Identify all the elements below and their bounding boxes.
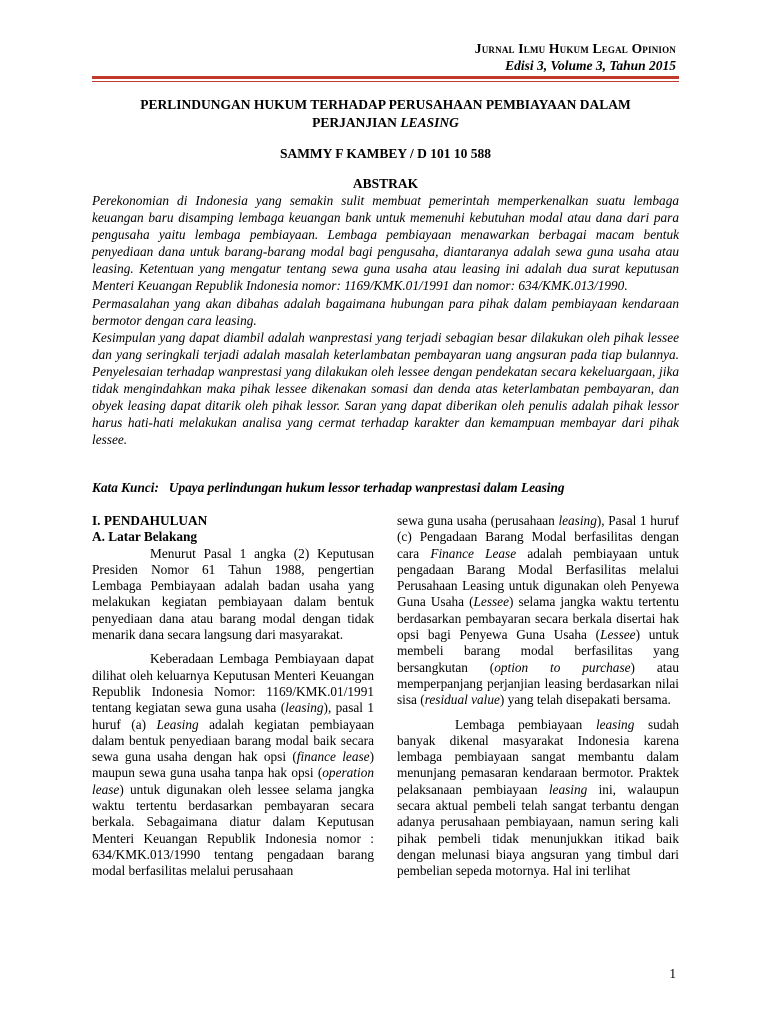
journal-edition: Edisi 3, Volume 3, Tahun 2015 <box>505 58 676 73</box>
header-rule-thin <box>92 81 679 82</box>
abstract-paragraph-1: Perekonomian di Indonesia yang semakin sulit membuat pemerintah memperkenalkan suatu lembaga keuangan baru disamping lembaga keuangan bank untuk memenuhi kebutuhan modal atau dana dari para pengusaha yaitu lembaga pembiayaan. Lembaga pembiayaan menawarkan berbagai macam bentuk penyediaan dana untuk barang-barang modal bagi pengusaha, diantaranya adalah sewa guna usaha atau leasing. Ketentuan yang mengatur tentang sewa guna usaha atau leasing ini adalah dua surat keputusan Menteri Keuangan Republik Indonesia nomor: 1169/KMK.01/1991 dan nomor: 634/KMK.013/1990. <box>92 193 679 294</box>
author-line: SAMMY F KAMBEY / D 101 10 588 <box>279 146 492 161</box>
title-line-1: PERLINDUNGAN HUKUM TERHADAP PERUSAHAAN PEMBIAYAAN DALAM <box>140 97 631 112</box>
title-line-2-plain: PERJANJIAN <box>312 115 401 130</box>
left-column <box>92 513 374 880</box>
keywords <box>92 480 679 496</box>
section-heading: I. PENDAHULUAN <box>92 513 208 528</box>
abstract-paragraph-3: Kesimpulan yang dapat diambil adalah wanprestasi yang terjadi sebagian besar dilakukan oleh pihak lessee dan yang seringkali terjadi adalah masalah keterlambatan pembayaran uang angsuran pada tiap bulannya. Penyelesaian terhadap wanprestasi yang dilakukan oleh lessee dengan pendekatan secara kekeluargaan, jika tidak mengindahkan maka pihak lessee dikenakan somasi dan denda atas keterlambatan pembayaran, dan obyek leasing dapat ditarik oleh pihak lessor. Saran yang dapat diberikan oleh penulis adalah pihak lessor harus hati-hati melakukan analisa yang cermat terhadap karakter dan kemampuan membayar dari pihak lessee. <box>92 329 679 448</box>
keywords-value: Upaya perlindungan hukum lessor terhadap wanprestasi dalam Leasing <box>168 480 565 495</box>
page-number: 1 <box>669 966 676 981</box>
abstract-heading: ABSTRAK <box>352 176 419 191</box>
abstract <box>92 192 679 448</box>
title-line-2 <box>92 114 679 132</box>
right-column <box>397 513 679 880</box>
subsection-heading: A. Latar Belakang <box>92 529 198 545</box>
right-paragraph-1: sewa guna usaha (perusahaan leasing), Pasal 1 huruf (c) Pengadaan Barang Modal berfasilitas dengan cara Finance Lease adalah pembiayaan untuk pengadaan Barang Modal Berfasilitas melalui Perusahaan Leasing untuk digunakan oleh Penyewa Guna Usaha (Lessee) selama jangka waktu tertentu berdasarkan pembayaran secara berkala disertai hak opsi bagi Penyewa Guna Usaha (Lessee) untuk membeli barang modal berfasilitas yang bersangkutan (option to purchase) atau memperpanjang perjanjian leasing berdasarkan nilai sisa (residual value) yang telah disepakati bersama. <box>397 513 679 708</box>
header-rule-thick <box>92 76 679 79</box>
abstract-paragraph-2: Permasalahan yang akan dibahas adalah bagaimana hubungan para pihak dalam pembiayaan kendaraan bermotor dengan cara leasing. <box>92 295 679 328</box>
left-paragraph-1: Menurut Pasal 1 angka (2) Keputusan Presiden Nomor 61 Tahun 1988, pengertian Lembaga Pembiayaan adalah badan usaha yang melakukan kegiatan pembiayaan dalam bentuk penyediaan dana atau barang modal dengan tidak menarik dana secara langsung dari masyarakat. <box>92 545 374 643</box>
journal-header <box>475 40 676 74</box>
title-line-2-italic: LEASING <box>400 115 459 130</box>
keywords-label: Kata Kunci: <box>92 480 159 495</box>
left-paragraph-2: Keberadaan Lembaga Pembiayaan dapat dilihat oleh keluarnya Keputusan Menteri Keuangan Republik Indonesia Nomor: 1169/KMK.01/1991 tentang kegiatan sewa guna usaha (leasing), pasal 1 huruf (a) Leasing adalah kegiatan pembiayaan dalam bentuk penyediaan barang modal baik secara sewa guna usaha dengan hak opsi (finance lease) maupun sewa guna usaha tanpa hak opsi (operation lease) untuk digunakan oleh lessee selama jangka waktu tertentu berdasarkan pembayaran secara berkala. Sebagaimana diatur dalam Keputusan Menteri Keuangan Republik Indonesia nomor : 634/KMK.013/1990 tentang pengadaan barang modal berfasilitas melalui perusahaan <box>92 651 374 879</box>
journal-name: Jurnal Ilmu Hukum Legal Opinion <box>474 41 676 56</box>
right-paragraph-2: Lembaga pembiayaan leasing sudah banyak dikenal masyarakat Indonesia karena lembaga pembiayaan sangat membantu dalam menunjang pemasaran kendaraan bermotor. Praktek pelaksanaan pembiayaan leasing ini, walaupun secara aktual pembeli telah sangat terbantu dengan adanya perusahaan pembiayaan, namun sering kali pihak pembeli tidak menunjukkan itikad baik dengan melunasi biaya angsuran yang timbul dari pembelian sepeda motornya. Hal ini terlihat <box>397 716 679 879</box>
paper-title <box>92 96 679 132</box>
